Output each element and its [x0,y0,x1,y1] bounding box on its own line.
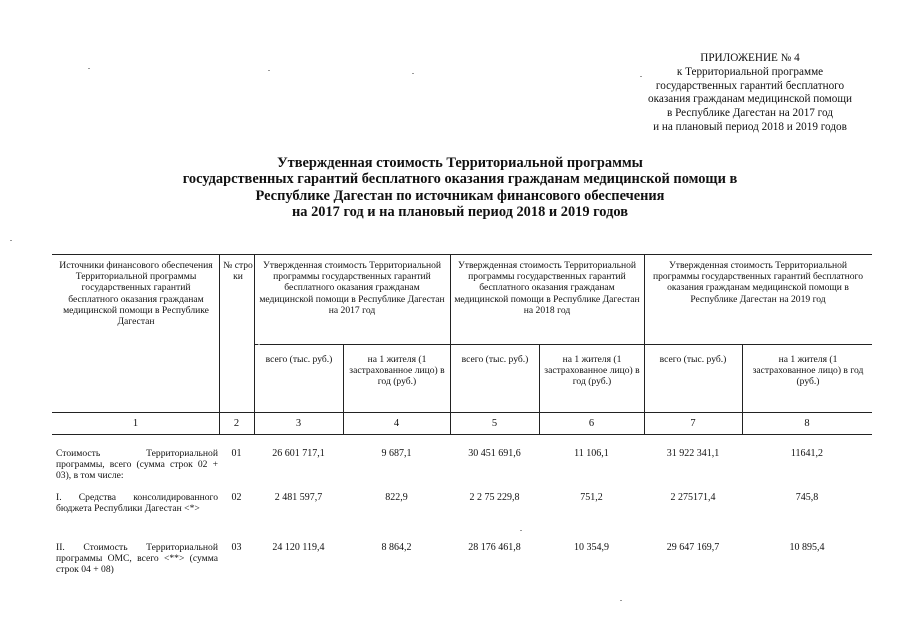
header-per-capita-2017: на 1 жителя (1 застрахованное лицо) в год (руб.) [349,354,445,388]
row-label: II. Стоимость Территориальной программы ОМС, всего <**> (сумма строк 04 + 08) [56,542,218,576]
column-number: 6 [588,418,595,429]
col-divider [254,254,255,434]
group-header-rule [254,344,872,345]
appendix-line: ПРИЛОЖЕНИЕ № 4 [700,52,800,64]
header-2018: Утвержденная стоимость Территориальной программы государственных гарантий бесплатного оказания гражданам медицинской помощи в Республике Дагестан на 2018 год [454,260,640,316]
value-2017-total: 2 481 597,7 [274,492,323,503]
row-line-number: 01 [231,448,242,459]
header-source: Источники финансового обеспечения Территориальной программы государственных гарантий бесплатного оказания гражданам медицинской помощи в Республике Дагестан [59,260,213,328]
title-line: на 2017 год и на плановый период 2018 и 2019 годов [292,204,628,221]
title-line: государственных гарантий бесплатного оказания гражданам медицинской помощи в [182,171,738,188]
value-2019-per-capita: 745,8 [795,492,819,503]
header-2019: Утвержденная стоимость Территориальной программы государственных гарантий бесплатного оказания гражданам медицинской помощи в Республике Дагестан на 2019 год [652,260,864,305]
appendix-line: государственных гарантий бесплатного [655,79,845,92]
document-title [100,155,820,221]
header-per-capita-2018: на 1 жителя (1 застрахованное лицо) в год (руб.) [544,354,640,388]
header-total-2019: всего (тыс. руб.) [659,354,727,365]
column-number: 8 [804,418,810,429]
table-top-rule [52,254,872,255]
row-line-number: 02 [231,492,242,503]
scan-speck [268,70,270,71]
value-2017-total: 24 120 119,4 [272,542,325,553]
scan-speck [412,73,414,74]
title-line: Республике Дагестан по источникам финансового обеспечения [255,187,665,204]
header-bottom-rule [52,412,872,413]
header-2017: Утвержденная стоимость Территориальной программы государственных гарантий бесплатного оказания гражданам медицинской помощи в Республике Дагестан на 2017 год [259,260,445,316]
col-divider [644,254,645,434]
header-per-capita-2019: на 1 жителя (1 застрахованное лицо) в год (руб.) [752,354,864,388]
appendix-line: и на плановый период 2018 и 2019 годов [653,120,847,133]
value-2018-per-capita: 751,2 [580,492,603,503]
appendix-line: оказания гражданам медицинской помощи [648,93,852,106]
value-2018-per-capita: 11 106,1 [574,448,609,459]
header-line-number: № строки [223,260,253,283]
cost-table [52,250,872,640]
title-line: Утвержденная стоимость Территориальной программы [277,155,643,171]
value-2018-total: 2 2 75 229,8 [469,492,520,503]
value-2018-total: 30 451 691,6 [468,448,521,459]
appendix-block [600,52,900,135]
column-number: 7 [690,418,696,429]
value-2019-per-capita: 11641,2 [790,448,824,459]
column-number: 4 [393,418,400,429]
appendix-line: к Территориальной программе [676,65,824,78]
header-total-2017: всего (тыс. руб.) [265,354,333,365]
col-divider [219,254,220,434]
value-2018-total: 28 176 461,8 [468,542,521,553]
scan-speck [258,344,260,345]
scan-speck [10,240,12,241]
colnum-bottom-rule [52,434,872,435]
column-number: 2 [233,418,240,429]
appendix-line: в Республике Дагестан на 2017 год [667,107,833,120]
row-label: Стоимость Территориальной программы, всего (сумма строк 02 + 03), в том числе: [56,448,218,482]
value-2019-per-capita: 10 895,4 [789,542,825,553]
value-2017-per-capita: 8 864,2 [381,542,412,553]
value-2017-total: 26 601 717,1 [272,448,325,459]
column-number: 1 [132,418,139,429]
value-2019-total: 2 275171,4 [670,492,716,503]
row-label: I. Средства консолидированного бюджета Республики Дагестан <*> [56,492,218,515]
value-2018-per-capita: 10 354,9 [574,542,609,553]
scan-speck [520,530,522,531]
scan-speck [88,68,90,69]
value-2019-total: 31 922 341,1 [666,448,720,459]
header-total-2018: всего (тыс. руб.) [461,354,529,365]
column-number: 5 [491,418,498,429]
value-2017-per-capita: 9 687,1 [381,448,412,459]
column-number: 3 [295,418,302,429]
scan-speck [640,76,642,77]
scan-speck [620,600,622,601]
value-2019-total: 29 647 169,7 [666,542,720,553]
value-2017-per-capita: 822,9 [385,492,408,503]
row-line-number: 03 [231,542,242,553]
col-divider [450,254,451,434]
